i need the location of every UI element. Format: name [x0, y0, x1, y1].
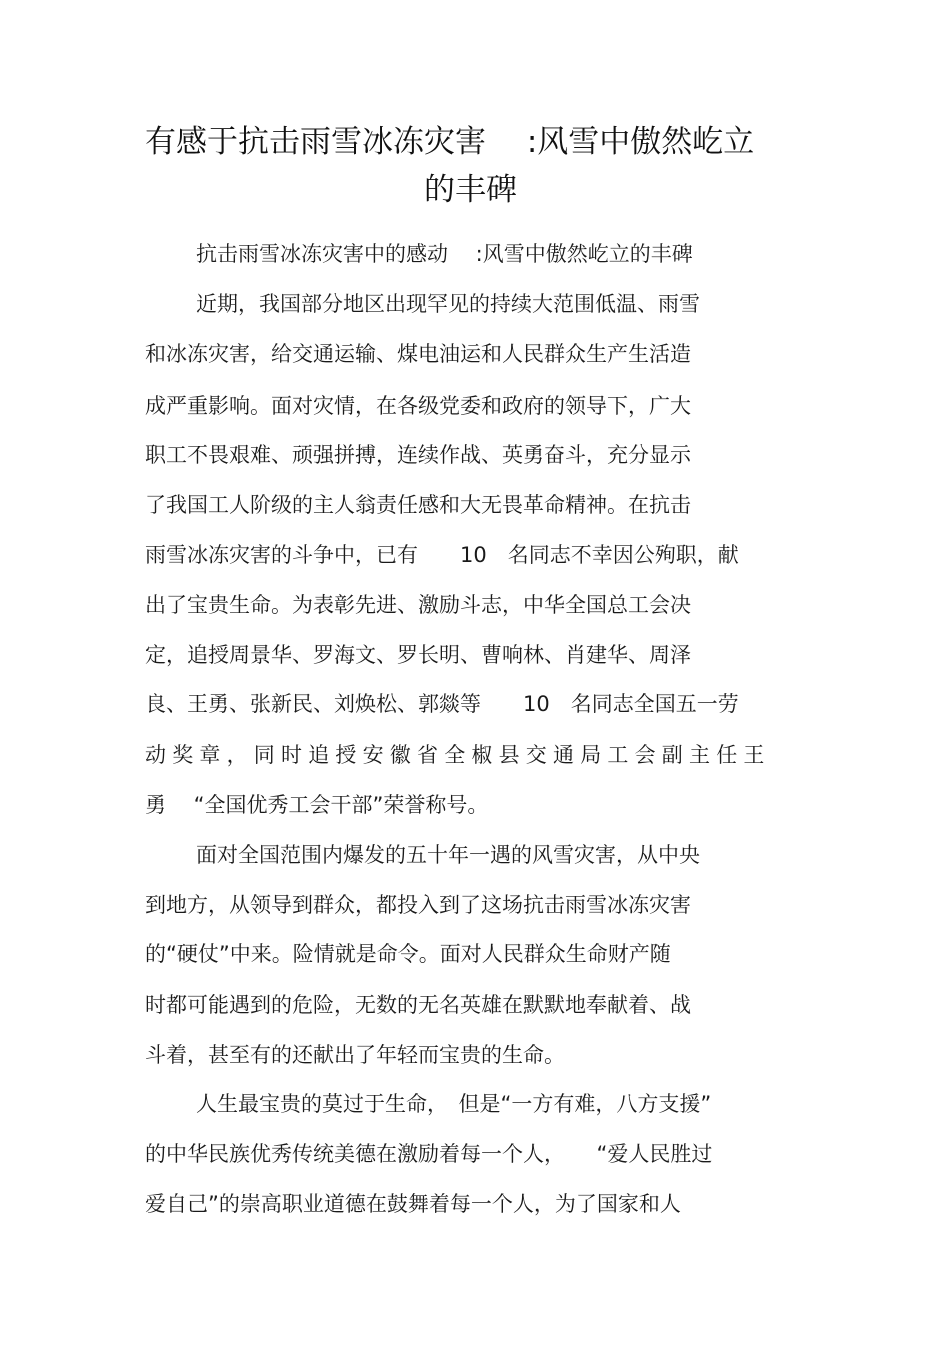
- body-line: 爱自己”的崇高职业道德在鼓舞着每一个人，为了国家和人: [145, 1192, 681, 1216]
- body-line: 到地方，从领导到群众，都投入到了这场抗击雨雪冰冻灾害: [145, 893, 691, 917]
- body-line: 良、王勇、张新民、刘焕松、郭燚等 10 名同志全国五一劳: [145, 692, 739, 716]
- body-line: 面对全国范围内爆发的五十年一遇的风雪灾害，从中央: [196, 843, 700, 867]
- body-line: 成严重影响。面对灾情，在各级党委和政府的领导下，广大: [145, 394, 691, 418]
- body-line: 定，追授周景华、罗海文、罗长明、曹响林、肖建华、周泽: [145, 643, 691, 667]
- body-line: 勇 “全国优秀工会干部”荣誉称号。: [145, 793, 489, 817]
- body-line: 人生最宝贵的莫过于生命， 但是“一方有难，八方支援”: [196, 1092, 712, 1116]
- body-line: 动奖章，同时追授安徽省全椒县交通局工会副主任王: [145, 743, 771, 767]
- body-line: 雨雪冰冻灾害的斗争中，已有 10 名同志不幸因公殉职，献: [145, 543, 739, 567]
- body-line: 的中华民族优秀传统美德在激励着每一个人， “爱人民胜过: [145, 1142, 713, 1166]
- document-title-line-1: 有感于抗击雨雪冰冻灾害 :风雪中傲然屹立: [145, 124, 755, 160]
- body-line: 时都可能遇到的危险，无数的无名英雄在默默地奉献着、战: [145, 993, 691, 1017]
- document-title-line-2: 的丰碑: [424, 172, 517, 208]
- body-line: 了我国工人阶级的主人翁责任感和大无畏革命精神。在抗击: [145, 493, 691, 517]
- body-line: 职工不畏艰难、顽强拼搏，连续作战、英勇奋斗，充分显示: [145, 443, 691, 467]
- body-line: 出了宝贵生命。为表彰先进、激励斗志，中华全国总工会决: [145, 593, 691, 617]
- body-line: 和冰冻灾害，给交通运输、煤电油运和人民群众生产生活造: [145, 342, 691, 366]
- body-line: 斗着，甚至有的还献出了年轻而宝贵的生命。: [145, 1043, 565, 1067]
- body-line: 的“硬仗”中来。险情就是命令。面对人民群众生命财产随: [145, 942, 671, 966]
- subtitle-line: 抗击雨雪冰冻灾害中的感动 :风雪中傲然屹立的丰碑: [196, 242, 693, 266]
- body-line: 近期，我国部分地区出现罕见的持续大范围低温、雨雪: [196, 292, 700, 316]
